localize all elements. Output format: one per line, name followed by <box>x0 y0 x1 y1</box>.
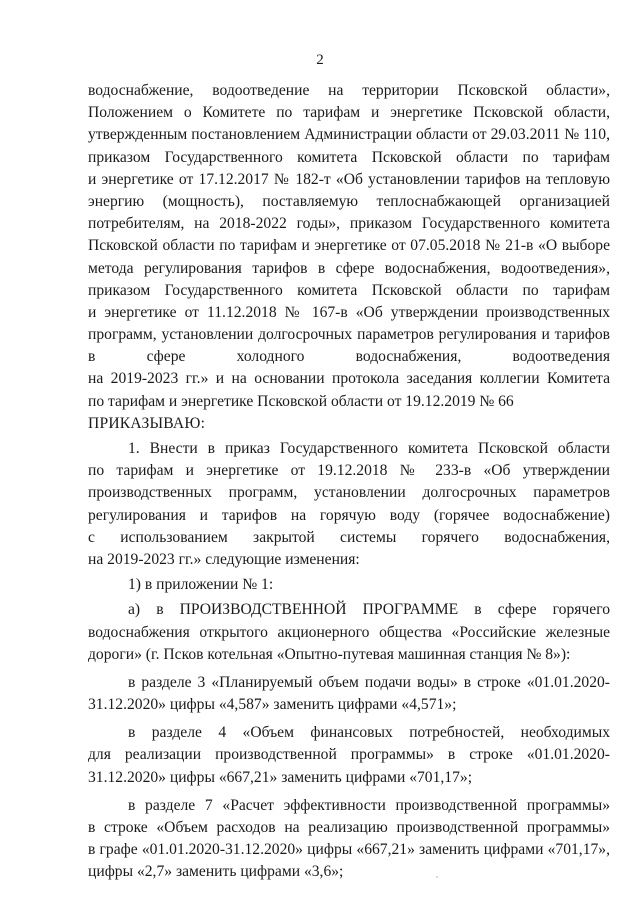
text-line: в разделе 4 «Объем финансовых потребностей, необходимых <box>128 724 610 742</box>
text-line: в графе «01.01.2020-31.12.2020» цифры «667,21» заменить цифрами «701,17», <box>88 841 610 859</box>
text-line: на 2019-2023 гг.» следующие изменения: <box>88 550 360 568</box>
text-line: 31.12.2020» цифры «4,587» заменить цифрами «4,571»; <box>88 696 457 714</box>
text-line: в разделе 7 «Расчет эффективности производственной программы» <box>128 796 610 814</box>
text-line: потребителям, на 2018-2022 годы», приказом Государственного комитета <box>88 215 610 233</box>
text-line: Положением о Комитете по тарифам и энергетике Псковской области, <box>88 104 610 122</box>
text-line: Псковской области по тарифам и энергетике от 07.05.2018 № 21-в «О выборе <box>88 237 610 255</box>
text-line: для реализации производственной программы» в строке «01.01.2020- <box>88 746 610 764</box>
text-line: в сфере холодного водоснабжения, водоотведения <box>88 348 610 366</box>
text-line: энергию (мощность), поставляемую теплоснабжающей организацией <box>88 192 610 210</box>
text-line: а) в ПРОИЗВОДСТВЕННОЙ ПРОГРАММЕ в сфере горячего <box>128 601 610 619</box>
scan-speck <box>436 876 438 878</box>
text-line: 31.12.2020» цифры «667,21» заменить цифрами «701,17»; <box>88 768 473 786</box>
text-line: по тарифам и энергетике Псковской области от 19.12.2019 № 66 <box>88 392 514 410</box>
text-line: программ, установлении долгосрочных параметров регулирования и тарифов <box>88 326 610 344</box>
text-line: с использованием закрытой системы горячего водоснабжения, <box>88 528 610 546</box>
text-line: в разделе 3 «Планируемый объем подачи воды» в строке «01.01.2020- <box>128 673 610 691</box>
text-line: производственных программ, установлении долгосрочных параметров <box>88 484 610 502</box>
text-line: утвержденным постановлением Администрации области от 29.03.2011 № 110, <box>88 126 610 144</box>
page-number: 2 <box>316 52 324 68</box>
text-line: и энергетике от 17.12.2017 № 182-т «Об установлении тарифов на тепловую <box>88 170 610 188</box>
text-line: водоснабжения открытого акционерного общества «Российские железные <box>88 623 610 641</box>
text-line: в строке «Объем расходов на реализацию производственной программы» <box>88 819 610 836</box>
text-line: приказом Государственного комитета Псковской области по тарифам <box>88 148 610 166</box>
text-line: 1. Внести в приказ Государственного комитета Псковской области <box>128 440 610 457</box>
text-line: регулирования и тарифов на горячую воду (горячее водоснабжение) <box>88 506 610 524</box>
text-line: на 2019-2023 гг.» и на основании протокола заседания коллегии Комитета <box>88 370 610 388</box>
text-line: ПРИКАЗЫВАЮ: <box>88 414 206 432</box>
text-line: водоснабжение, водоотведение на территории Псковской области», <box>88 82 610 99</box>
text-line: приказом Государственного комитета Псковской области по тарифам <box>88 281 610 299</box>
document-body <box>88 80 610 884</box>
text-line: дороги» (г. Псков котельная «Опытно-путевая машинная станция № 8»): <box>88 645 571 663</box>
text-line: метода регулирования тарифов в сфере водоснабжения, водоотведения», <box>88 259 610 277</box>
text-line: по тарифам и энергетике от 19.12.2018 № 233-в «Об утверждении <box>88 462 610 480</box>
text-line: цифры «2,7» заменить цифрами «3,6»; <box>88 863 344 881</box>
text-line: 1) в приложении № 1: <box>128 576 274 594</box>
text-line: и энергетике от 11.12.2018 № 167-в «Об утверждении производственных <box>88 303 610 321</box>
